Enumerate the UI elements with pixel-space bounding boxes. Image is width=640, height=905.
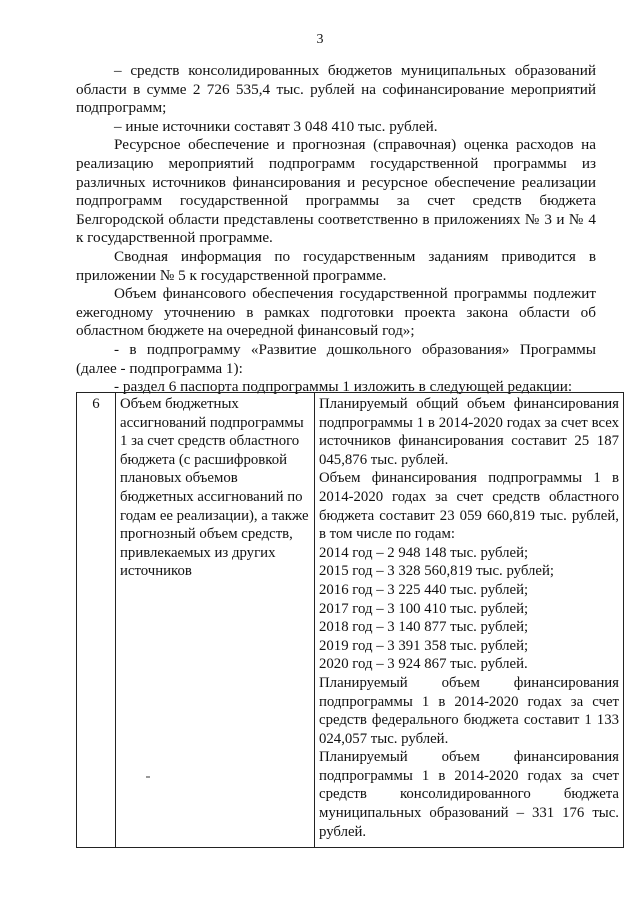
row-number-cell: 6 — [77, 393, 116, 848]
document-body — [76, 62, 596, 397]
total-financing-text: Планируемый общий объем финансирования подпрограммы 1 в 2014-2020 годах за счет всех источников финансирования составит 25 187 045,876 тыс. рублей. — [319, 396, 619, 468]
row-label-cell: Объем бюджетных ассигнований подпрограммы 1 за счет средств областного бюджета (с расшифровкой плановых объемов бюджетных ассигнований по годам ее реализации), а также прогнозный объем средств, привлекаемых из других источников — [116, 393, 315, 848]
regional-budget-text: Объем финансирования подпрограммы 1 в 2014-2020 годах за счет средств областного бюджета составит 23 059 660,819 тыс. рублей, в том числе по годам: — [319, 470, 619, 543]
passport-table — [76, 392, 624, 848]
federal-budget-text: Планируемый объем финансирования подпрограммы 1 в 2014-2020 годах за счет средств федерального бюджета составит 1 133 024,057 тыс. рублей. — [319, 674, 619, 747]
paragraph-other-sources: – иные источники составят 3 048 410 тыс. рублей. — [114, 117, 438, 135]
municipal-budget-text: Планируемый объем финансирования подпрограммы 1 в 2014-2020 годах за счет средств консолидированного бюджета муниципальных образований – 331 176 тыс. рублей. — [319, 749, 619, 840]
paragraph-section-6-intro: - раздел 6 паспорта подпрограммы 1 изложить в следующей редакции: — [114, 378, 573, 396]
year-financing-line: 2015 год – 3 328 560,819 тыс. рублей; — [319, 563, 554, 580]
paragraph-financing-update: Объем финансового обеспечения государственной программы подлежит ежегодному уточнению в рамках подготовки проекта закона области об областном бюджете на очередной финансовый год»; — [76, 285, 596, 340]
page-number: 3 — [316, 32, 324, 47]
year-financing-line: 2014 год – 2 948 148 тыс. рублей; — [319, 544, 529, 561]
row-value-cell — [315, 393, 624, 848]
paragraph-subprogram-intro: - в подпрограмму «Развитие дошкольного образования» Программы (далее - подпрограмма 1): — [76, 340, 596, 377]
pencil-mark — [146, 776, 150, 778]
year-financing-line: 2019 год – 3 391 358 тыс. рублей; — [319, 637, 529, 654]
paragraph-resource-support: Ресурсное обеспечение и прогнозная (справочная) оценка расходов на реализацию мероприятий подпрограмм государственной программы из различных источников финансирования и ресурсное обеспечение реализации подпрограмм государственной программы за счет средств бюджета Белгородской области представлены соответственно в приложениях № 3 и № 4 к государственной программе. — [76, 136, 596, 247]
year-financing-line: 2018 год – 3 140 877 тыс. рублей; — [319, 619, 529, 636]
paragraph-state-tasks: Сводная информация по государственным заданиям приводится в приложении № 5 к государственной программе. — [76, 247, 596, 284]
paragraph-municipal-funds: – средств консолидированных бюджетов муниципальных образований области в сумме 2 726 535,4 тыс. рублей на софинансирование мероприятий подпрограмм; — [76, 62, 596, 117]
year-financing-line: 2020 год – 3 924 867 тыс. рублей. — [319, 656, 528, 673]
year-financing-line: 2016 год – 3 225 440 тыс. рублей; — [319, 581, 529, 598]
year-financing-line: 2017 год – 3 100 410 тыс. рублей; — [319, 600, 529, 617]
table-row — [77, 393, 624, 848]
